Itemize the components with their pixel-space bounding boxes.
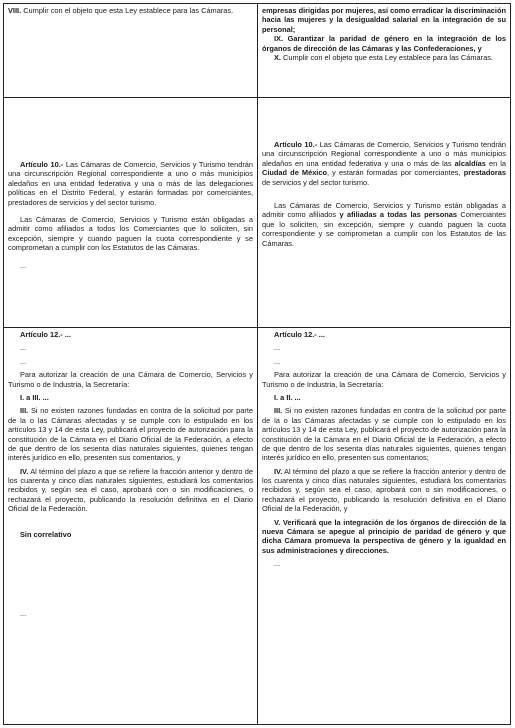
row3-left-cell (4, 328, 257, 724)
fraccion-iii-proposed: III. Si no existen razones fundadas en contra de la solicitud por parte de la o las Cámaras afectadas y se cumple con lo estipulado en los artículos 13 y 14 de esta Ley, publicará el proyecto de autorización para la constitución de la Cámara en el Diario Oficial de la Federación, a efecto de que dentro de los sesenta días naturales siguientes, quienes tengan interés jurídico en ello, presenten sus comentarios; (262, 406, 506, 463)
ellipsis-2: ... (274, 356, 281, 366)
articulo-10-proposed-paragraph-2: Las Cámaras de Comercio, Servicios y Turismo están obligadas a admitir como afiliados y afiliadas a todas las personas Comerciantes que lo soliciten, sin excepción, siempre y cuando paguen la cuota correspondiente y se comprometan a cumplir con los Estatutos de las Cámaras. (262, 200, 506, 248)
row2-right-cell (258, 98, 510, 327)
fraccion-iv-proposed: IV. Al término del plazo a que se refiere la fracción anterior y dentro de los cuarenta y cinco días naturales siguientes, estudiará los comentarios recibidos y, según sea el caso, aprobará con o sin modificaciones, o rechazará el proyecto, publicando la resolución definitiva en el Diario Oficial de la Federación, y (262, 466, 506, 514)
fraccion-ix: IX. Garantizar la paridad de género en la integración de los órganos de dirección de las Cámaras y las Confederaciones, y (262, 34, 506, 53)
articulo-10-paragraph-2: Las Cámaras de Comercio, Servicios y Turismo están obligadas a admitir como afiliados a todos los Comerciantes que lo soliciten, sin excepción, siempre y cuando paguen la cuota correspondiente y se comprometan a cumplir con los Estatutos de las Cámaras. (8, 214, 253, 253)
sin-correlativo: Sin correlativo (20, 529, 72, 539)
fracciones-i-iii: I. a III. ... (20, 392, 49, 402)
fracciones-i-ii: I. a II. ... (274, 392, 301, 402)
fraccion-x: X. Cumplir con el objeto que esta Ley establece para las Cámaras. (274, 52, 493, 62)
comparison-table (3, 3, 511, 725)
articulo-12-paragraph: Para autorizar la creación de una Cámara de Comercio, Servicios y Turismo o de Industria, la Secretaría: (8, 370, 253, 389)
ellipsis-2: ... (20, 356, 27, 366)
articulo-10-proposed: Artículo 10.- Las Cámaras de Comercio, Servicios y Turismo tendrán una circunscripción Regional correspondiente a uno o más municipios aledaños en una entidad federativa y una o más de las alcaldías en la Ciudad de México, y estarán formadas por comerciantes, prestadoras de servicios y del sector turismo. (262, 140, 507, 187)
row1-left-cell (4, 4, 257, 97)
final-ellipsis: ... (274, 559, 281, 569)
fraccion-v-proposed: V. Verificará que la integración de los órganos de dirección de la nueva Cámara se apegue al principio de paridad de género y que dicha Cámara promueva la perspectiva de género y la igualdad en sus administraciones y direcciones. (262, 517, 506, 555)
fraccion-iii: III. Si no existen razones fundadas en contra de la solicitud por parte de la o las Cámaras afectadas y se cumple con lo estipulado en los artículos 13 y 14 de esta Ley, publicará el proyecto de autorización para la constitución de la Cámara en el Diario Oficial de la Federación, a efecto de que dentro de los sesenta días naturales siguientes, quienes tengan interés jurídico en ello, presenten sus comentarios, y (8, 406, 253, 463)
fraccion-viii-continuation: empresas dirigidas por mujeres, así como erradicar la discriminación hacia las mujeres y la desigualdad salarial en la integración de su personal; (262, 6, 506, 34)
articulo-10-current: Artículo 10.- Las Cámaras de Comercio, Servicios y Turismo tendrán una circunscripción Regional correspondiente a uno o más municipios aledaños en una entidad federativa y una o más de las delegaciones políticas en el Distrito Federal, y estarán formadas por comerciantes, prestadores de servicios y del sector turismo. (8, 160, 253, 207)
row2-left-cell (4, 98, 257, 327)
articulo-12-title: Artículo 12.- ... (20, 330, 71, 339)
row3-right-cell (258, 328, 510, 724)
articulo-12-paragraph-proposed: Para autorizar la creación de una Cámara de Comercio, Servicios y Turismo o de Industria, la Secretaría: (262, 370, 506, 389)
row1-right-cell (258, 4, 510, 97)
articulo-12-title-proposed: Artículo 12.- ... (274, 330, 325, 339)
fraccion-viii: VIII. Cumplir con el objeto que esta Ley establece para las Cámaras. (8, 6, 234, 15)
ellipsis-1: ... (20, 343, 27, 353)
ellipsis-1: ... (274, 343, 281, 353)
ellipsis: ... (20, 260, 27, 270)
final-ellipsis: ... (20, 609, 27, 619)
fraccion-iv: IV. Al término del plazo a que se refiere la fracción anterior y dentro de los cuarenta y cinco días naturales siguientes, estudiará los comentarios recibidos y, según sea el caso, aprobará con o sin modificaciones, o rechazará el proyecto, publicando la resolución definitiva en el Diario Oficial de la Federación. (8, 466, 253, 514)
